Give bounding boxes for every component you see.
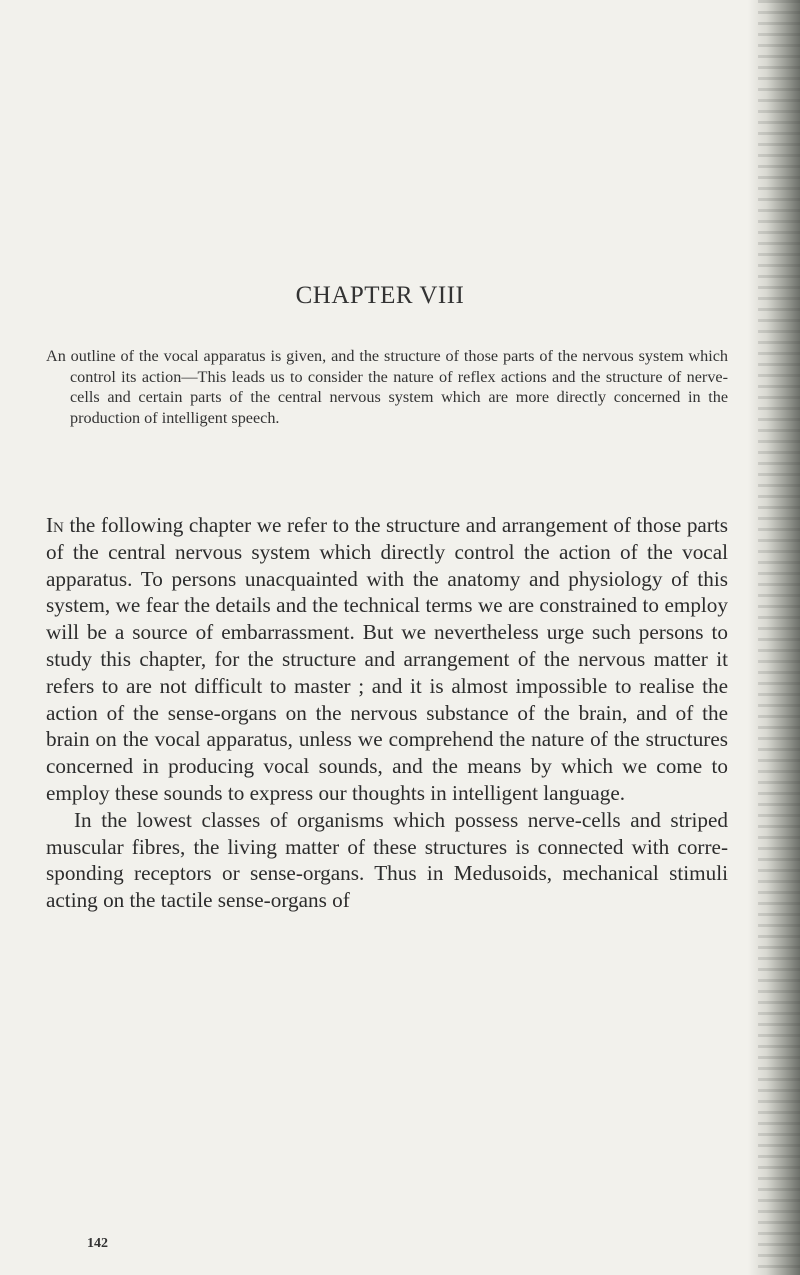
paragraph-1 [46, 512, 728, 807]
paragraph-1-text: the following chapter we refer to the structure and arrangement of those parts of the central nervous system which directly control the action of the vocal apparatus. To persons unacquainted with the anatomy and physiology of this system, we fear the details and the technical terms we are constrained to employ will be a source of embarrassment. But we nevertheless urge such persons to study this chapter, for the structure and arrangement of the nervous matter it refers to are not difficult to master ; and it is almost impossible to realise the action of the sense-organs on the nervous substance of the brain, and of the brain on the vocal apparatus, unless we comprehend the nature of the structures concerned in producing vocal sounds, and the means by which we come to employ these sounds to express our thoughts in intelligent language. [46, 513, 728, 805]
page-number: 142 [87, 1236, 108, 1251]
summary-text: An outline of the vocal apparatus is given, and the structure of those parts of the nervous system which control its action—This leads us to consider the nature of reflex actions and the structure of nerve-cells and certain parts of the central nervous system which are more directly concerned in the production of intelligent speech. [46, 347, 728, 427]
chapter-title: CHAPTER VIII [295, 282, 465, 309]
paragraph-2: In the lowest classes of organisms which possess nerve-cells and striped muscular fibres, the living matter of these structures is connected with corresponding receptors or sense-organs. Thus in Medusoids, mechanical stimuli acting on the tactile sense-organs of [46, 807, 728, 913]
body-text [46, 512, 728, 914]
paragraph-1-lead: In [46, 513, 64, 537]
chapter-summary [46, 346, 728, 428]
page-edge-shadow [748, 0, 800, 1275]
